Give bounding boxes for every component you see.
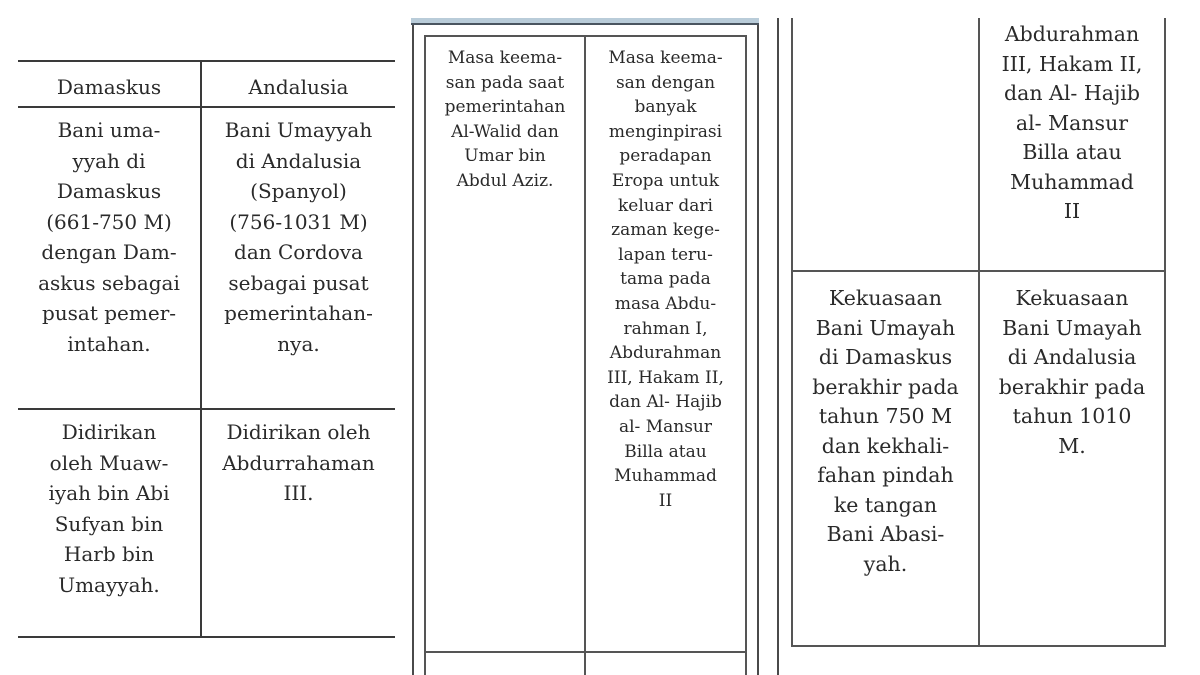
cell-end-andalusia: Kekuasaan Bani Umayah di Andalusia berakhir pada tahun 1010 M. (998, 286, 1146, 458)
header-damaskus: Damaskus (56, 75, 162, 99)
panel-2-outer-right (757, 25, 759, 675)
table-border-bottom (18, 636, 395, 638)
cell-founding-damaskus: Bani uma- yyah di Damaskus (661-750 M) dengan Dam- askus sebagai pusat pemer- intahan. (38, 118, 180, 356)
cell-end-damaskus: Kekuasaan Bani Umayah di Damaskus berakhir pada tahun 750 M dan kekhali- fahan pindah ke tangan Bani Abasi- yah. (812, 286, 959, 576)
panel-2-top-bar (411, 18, 759, 25)
cell-founder-damaskus: Didirikan oleh Muaw- iyah bin Abi Sufyan bin Harb bin Umayyah. (48, 420, 170, 597)
cell-golden-age-damaskus: Masa keema- san pada saat pemerintahan Al-Walid dan Umar bin Abdul Aziz. (444, 48, 566, 191)
table-border-bottom (791, 645, 1166, 647)
table-border-right (1164, 18, 1166, 647)
table-border-row (791, 270, 1166, 272)
cell-founder-andalusia: Didirikan oleh Abdurrahaman III. (222, 420, 375, 505)
cell-golden-age-andalusia: Masa keema- san dengan banyak menginpirasi peradapan Eropa untuk keluar dari zaman kege- lapan teru- tama pada masa Abdu- rahman I, Abdurahman III, Hakam II, dan Al- Hajib al- Mansur Billa atau Muhammad II (607, 48, 724, 511)
table-border-header (18, 106, 395, 108)
panel-2-outer-left (412, 25, 414, 675)
panel-3-outer-left (777, 18, 779, 675)
cell-continued-andalusia: Abdurahman III, Hakam II, dan Al- Hajib al- Mansur Billa atau Muhammad II (1001, 22, 1143, 223)
table-border-right (745, 35, 747, 675)
header-andalusia: Andalusia (248, 75, 349, 99)
table-border-row (18, 408, 395, 410)
table-border-row (424, 651, 747, 653)
cell-founding-andalusia: Bani Umayyah di Andalusia (Spanyol) (756-1031 M) dan Cordova sebagai pusat pemerintahan- nya. (224, 118, 373, 356)
table-border-top (18, 60, 395, 62)
